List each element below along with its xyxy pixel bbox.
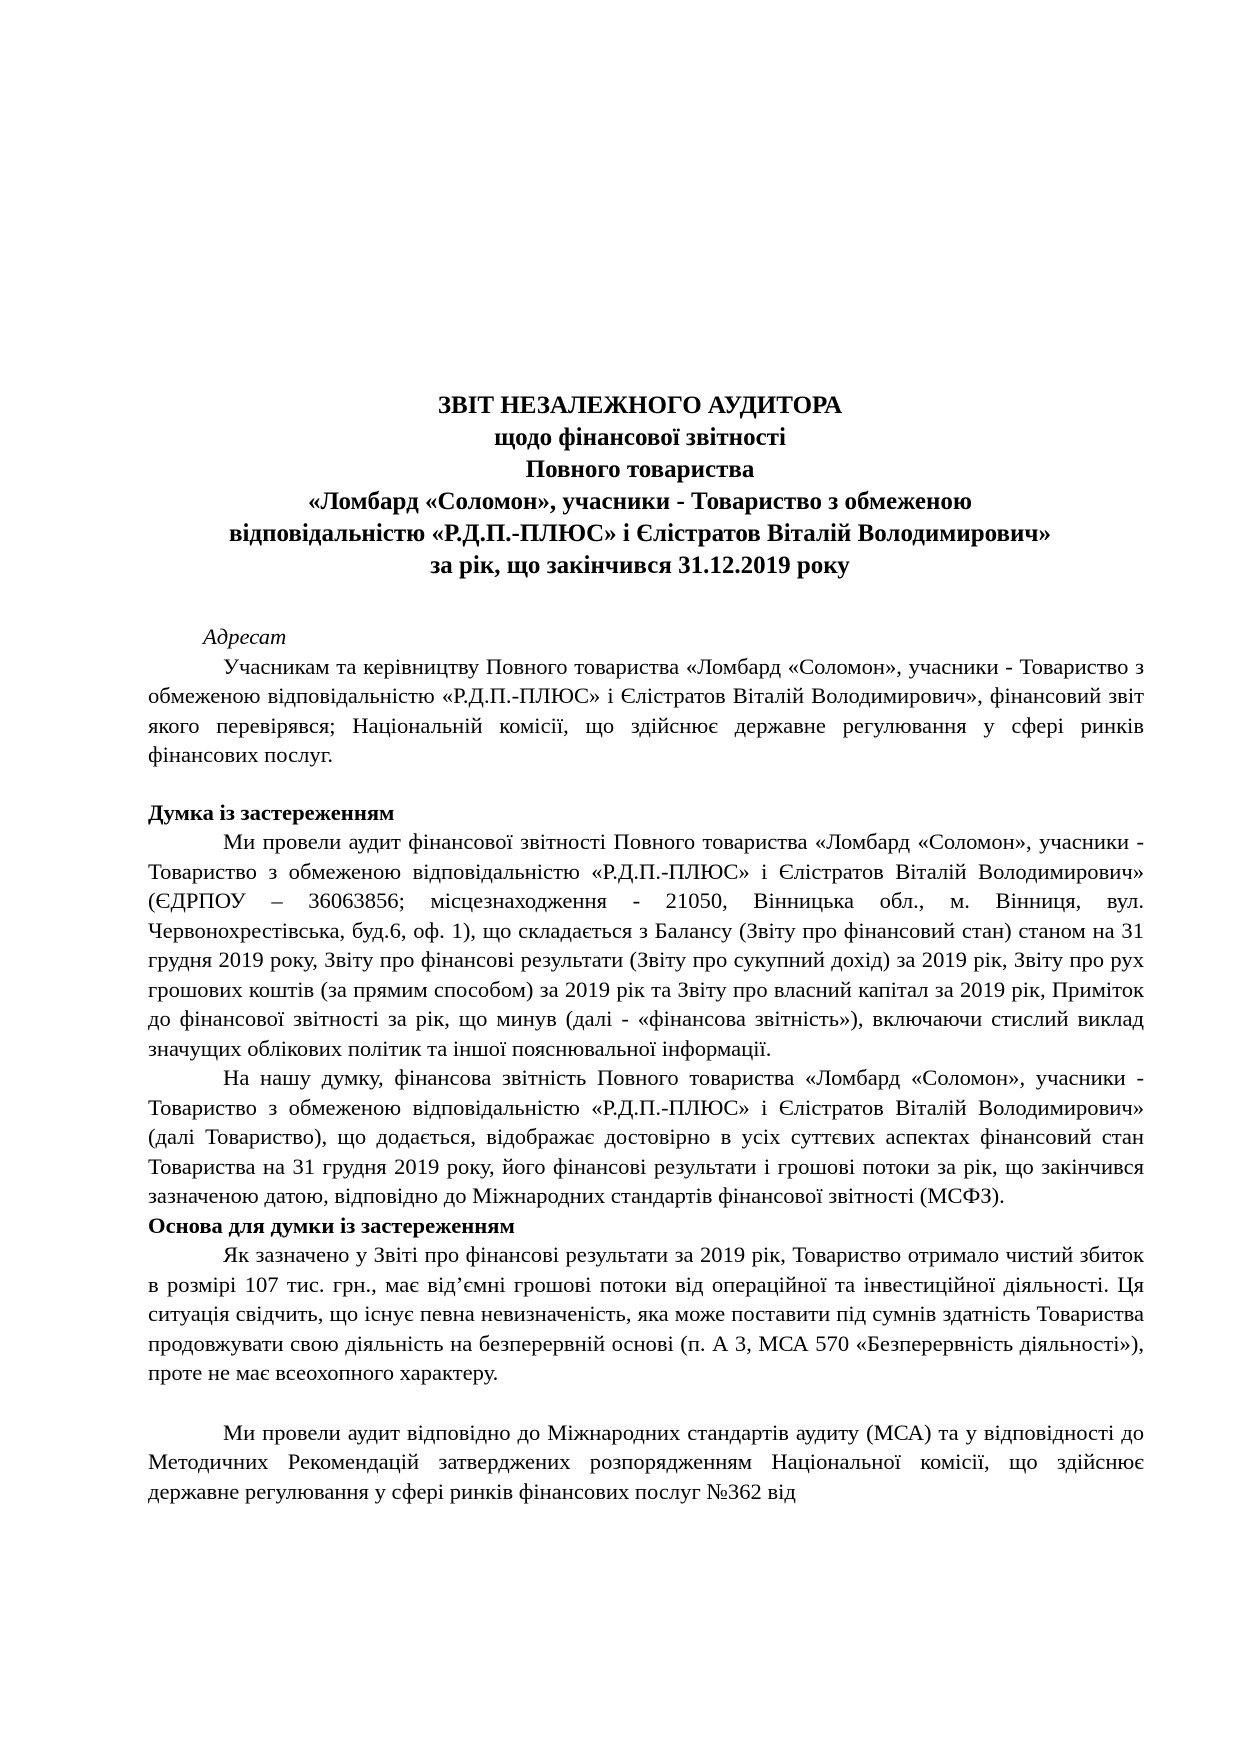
title-line-2: щодо фінансової звітності bbox=[494, 424, 786, 451]
title-line-4: «Ломбард «Соломон», учасники - Товариство з обмеженою bbox=[307, 488, 973, 515]
basis-heading: Основа для думки із застереженням bbox=[148, 1212, 515, 1238]
opinion-heading: Думка із застереженням bbox=[148, 799, 395, 825]
report-title bbox=[140, 390, 1140, 582]
addressee-paragraph: Учасникам та керівництву Повного товариства «Ломбард «Соломон», учасники - Товариство з обмеженою відповідальністю «Р.Д.П.-ПЛЮС» і Єлістратов Віталій Володимирович», фінансовий звіт якого перевірявся; Національній комісії, що здійснює державне регулювання у сфері ринків фінансових послуг. bbox=[148, 653, 1144, 767]
title-line-5: відповідальністю «Р.Д.П.-ПЛЮС» і Єлістратов Віталій Володимирович» bbox=[228, 520, 1052, 547]
opinion-paragraph-2: На нашу думку, фінансова звітність Повного товариства «Ломбард «Соломон», учасники - Товариство з обмеженою відповідальністю «Р.Д.П.-ПЛЮС» і Єлістратов Віталій Володимирович» (далі Товариство), що додається, відображає достовірно в усіх суттєвих аспектах фінансовий стан Товариства на 31 грудня 2019 року, його фінансові результати і грошові потоки за рік, що закінчився зазначеною датою, відповідно до Міжнародних стандартів фінансової звітності (МСФЗ). bbox=[148, 1065, 1144, 1208]
title-line-3: Повного товариства bbox=[525, 456, 755, 483]
opinion-paragraph-1: Ми провели аудит фінансової звітності Повного товариства «Ломбард «Соломон», учасники - Товариство з обмеженою відповідальністю «Р.Д.П.-ПЛЮС» і Єлістратов Віталій Володимирович» (ЄДРПОУ – 36063856; місцезнаходження - 21050, Вінницька обл., м. Вінниця, вул. Червонохрестівська, буд.6, оф. 1), що складається з Балансу (Звіту про фінансовий стан) станом на 31 грудня 2019 року, Звіту про фінансові результати (Звіту про сукупний дохід) за 2019 рік, Звіту про рух грошових коштів (за прямим способом) за 2019 рік та Звіту про власний капітал за 2019 рік, Приміток до фінансової звітності за рік, що минув (далі - «фінансова звітність»), включаючи стислий виклад значущих облікових політик та іншої пояснювальної інформації. bbox=[148, 829, 1144, 1061]
basis-paragraph-1: Як зазначено у Звіті про фінансові результати за 2019 рік, Товариство отримало чистий збиток в розмірі 107 тис. грн., має від’ємні грошові потоки від операційної та інвестиційної діяльності. Ця ситуація свідчить, що існує певна невизначеність, яка може поставити під сумнів здатність Товариства продовжувати свою діяльність на безперервній основі (п. А 3, МСА 570 «Безперервність діяльності»), проте не має всеохопного характеру. bbox=[148, 1242, 1144, 1385]
title-line-6: за рік, що закінчився 31.12.2019 року bbox=[430, 552, 850, 579]
basis-paragraph-2: Ми провели аудит відповідно до Міжнародних стандартів аудиту (МСА) та у відповідності до Методичних Рекомендацій затверджених розпорядженням Національної комісії, що здійснює державне регулювання у сфері ринків фінансових послуг №362 від bbox=[148, 1419, 1144, 1504]
section-spacer bbox=[148, 770, 1144, 798]
report-body bbox=[148, 622, 1144, 1506]
title-line-1: ЗВІТ НЕЗАЛЕЖНОГО АУДИТОРА bbox=[437, 392, 843, 419]
addressee-label: Адресат bbox=[203, 624, 287, 649]
section-spacer bbox=[148, 1388, 1144, 1418]
